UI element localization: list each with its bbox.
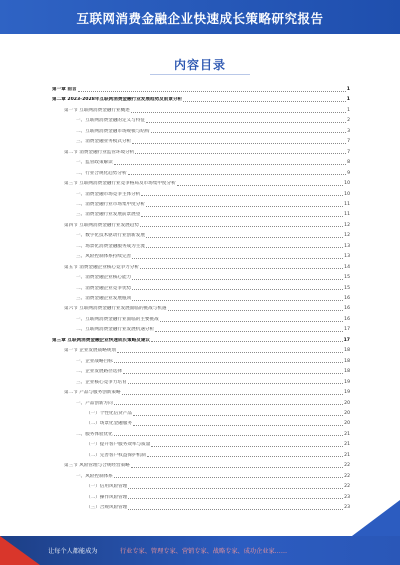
toc-leader-dots — [146, 237, 343, 238]
report-title: 互联网消费金融企业快速成长策略研究报告 — [76, 11, 324, 26]
toc-entry-label: 一、互联网消费金融的定义与特征 — [76, 118, 145, 124]
toc-leader-dots — [140, 268, 343, 269]
toc-entry-label: （二）完善客户权益保护机制 — [86, 452, 146, 458]
toc-page-number: 13 — [344, 254, 350, 260]
toc-entry-label: 第一节 企业发展战略规划 — [64, 348, 116, 354]
toc-page-number: 11 — [344, 201, 350, 207]
toc-entry-label: 二、消费金融行业市场集中度分析 — [76, 201, 145, 207]
toc-page-number: 14 — [344, 264, 350, 270]
toc-leader-dots — [160, 321, 343, 322]
toc-leader-dots — [122, 394, 344, 395]
toc-leader-dots — [168, 310, 344, 311]
toc-entry-row[interactable] — [86, 420, 350, 427]
toc-leader-dots — [132, 143, 346, 144]
toc-leader-dots — [128, 383, 344, 384]
toc-leader-dots — [147, 456, 343, 457]
toc-page-number: 8 — [347, 160, 350, 166]
toc-entry-row[interactable] — [76, 117, 350, 124]
toc-leader-dots — [128, 498, 343, 499]
toc-entry-label: 第一节 互联网消费金融行业概述 — [64, 107, 130, 113]
toc-entry-row[interactable] — [64, 107, 350, 114]
toc-leader-dots — [131, 467, 343, 468]
toc-entry-label: 一、互联网消费金融行业面临的主要挑战 — [76, 316, 159, 322]
toc-entry-label: 第四节 互联网消费金融行业发展趋势 — [64, 222, 139, 228]
toc-leader-dots — [128, 509, 343, 510]
toc-entry-label: 二、企业发展路径选择 — [76, 369, 122, 375]
footer-red-accent — [0, 536, 40, 565]
toc-page-number: 13 — [344, 243, 350, 249]
corner-decoration — [352, 500, 400, 536]
toc-entry-label: 一、风险控制体系 — [76, 473, 113, 479]
toc-leader-dots — [146, 122, 346, 123]
toc-leader-dots — [133, 425, 343, 426]
toc-entry-label: 二、服务体验优化 — [76, 431, 113, 437]
toc-leader-dots — [114, 435, 343, 436]
toc-page-number: 22 — [344, 484, 350, 490]
toc-leader-dots — [132, 258, 343, 259]
toc-entry-label: 三、消费金融企业发展瓶颈 — [76, 296, 132, 301]
toc-page-number: 17 — [344, 327, 350, 333]
toc-entry-label: 一、消费金融企业核心能力 — [76, 275, 132, 281]
toc-leader-dots — [114, 362, 343, 363]
toc-page-number: 21 — [344, 431, 350, 437]
toc-leader-dots — [141, 195, 343, 196]
footer-slogan: 让每个人都能成为 — [48, 548, 98, 555]
toc-page-number: 20 — [344, 400, 350, 406]
toc-page-number: 19 — [344, 390, 350, 396]
toc-leader-dots — [146, 247, 343, 248]
toc-entry-label: 二、行业合规化趋势分析 — [76, 170, 127, 176]
toc-page-number: 16 — [344, 306, 350, 312]
toc-leader-dots — [78, 91, 346, 92]
toc-entry-label: 第三节 互联网消费金融行业竞争格局及市场集中度分析 — [64, 181, 176, 187]
toc-entry-row[interactable] — [76, 379, 350, 386]
toc-entry-row[interactable] — [76, 326, 350, 333]
toc-leader-dots — [151, 132, 347, 133]
toc-entry-label: 第一章 前言 — [52, 87, 77, 92]
toc-entry-row[interactable] — [86, 452, 350, 459]
toc-entry-row[interactable] — [64, 347, 350, 354]
toc-page-number: 10 — [344, 181, 350, 187]
toc-entry-row[interactable] — [76, 285, 350, 292]
toc-entry-row[interactable] — [76, 201, 350, 208]
toc-page-number: 21 — [344, 442, 350, 448]
toc-entry-row[interactable] — [86, 410, 350, 417]
toc-page-number: 10 — [344, 191, 350, 197]
toc-page-number: 21 — [344, 452, 350, 458]
toc-heading: 内容目录 — [173, 58, 226, 72]
toc-entry-label: 一、数字化技术驱动行业创新发展 — [76, 233, 145, 239]
toc-entry-row[interactable] — [76, 253, 350, 260]
toc-leader-dots — [151, 341, 343, 342]
toc-page-number: 16 — [344, 316, 350, 322]
toc-entry-label: 第二节 消费金融行业监管环境分析 — [64, 149, 135, 155]
toc-entry-label: 第五节 消费金融企业核心竞争力分析 — [64, 264, 139, 270]
toc-entry-label: （一）信用风险管理 — [86, 484, 128, 490]
toc-entry-row[interactable] — [64, 389, 350, 396]
toc-entry-label: （三）合规风险管理 — [86, 505, 128, 510]
toc-entry-label: 一、监管政策解读 — [76, 160, 113, 166]
toc-leader-dots — [183, 101, 346, 102]
toc-entry-label: 一、企业战略目标 — [76, 358, 113, 364]
toc-leader-dots — [177, 185, 343, 186]
toc-entry-row[interactable] — [64, 462, 350, 469]
toc-page-number: 18 — [344, 348, 350, 354]
toc-entry-label: 三、消费金融行业发展前景展望 — [76, 212, 141, 218]
footer-roles: 行业专家、管理专家、营销专家、战略专家、成功企业家…… — [120, 548, 288, 555]
toc-page-number: 12 — [344, 233, 350, 239]
toc-entry-label: 二、消费金融企业竞争优势 — [76, 285, 132, 291]
toc-entry-row[interactable] — [76, 400, 350, 407]
toc-entry-row[interactable] — [76, 191, 350, 198]
toc-page-number: 22 — [344, 463, 350, 469]
toc-leader-dots — [140, 226, 343, 227]
toc-leader-dots — [132, 279, 343, 280]
toc-entry-label: 二、场景化消费金融服务成为主流 — [76, 243, 145, 249]
toc-leader-dots — [135, 153, 346, 154]
toc-entry-label: 第三章 互联网消费金融企业快速成长策略及建议 — [52, 337, 151, 343]
toc-page-number: 20 — [344, 421, 350, 427]
toc-chapter-row[interactable] — [52, 337, 350, 344]
toc-entry-row[interactable] — [64, 264, 350, 271]
toc-entry-row[interactable] — [76, 138, 350, 145]
toc-leader-dots — [114, 477, 343, 478]
toc-leader-dots — [133, 415, 343, 416]
toc-entry-label: 三、企业核心竞争力培育 — [76, 379, 127, 385]
toc-page-number: 18 — [344, 358, 350, 364]
toc-entry-row[interactable] — [76, 170, 350, 177]
toc-entry-row[interactable] — [76, 295, 350, 302]
toc-page-number: 23 — [344, 494, 350, 500]
toc-leader-dots — [132, 300, 343, 301]
toc-leader-dots — [128, 488, 343, 489]
toc-entry-label: 二、互联网消费金融市场规模与结构 — [76, 128, 150, 134]
toc-leader-dots — [117, 352, 343, 353]
toc-entry-row[interactable] — [76, 159, 350, 166]
toc-entry-label: 第二节 产品与服务创新策略 — [64, 390, 121, 396]
toc-entry-label: （二）场景化金融服务 — [86, 421, 132, 427]
toc-page-number: 1 — [346, 87, 350, 92]
toc-leader-dots — [132, 289, 343, 290]
toc-entry-row[interactable] — [76, 358, 350, 365]
toc-entry-row[interactable] — [86, 504, 350, 511]
toc-page-number: 9 — [347, 170, 350, 176]
toc-page-number: 2 — [347, 118, 350, 124]
toc-entry-label: 三、风险控制体系持续完善 — [76, 254, 132, 260]
toc-entry-row[interactable] — [76, 274, 350, 281]
toc-entry-row[interactable] — [76, 128, 350, 135]
toc-entry-label: 第三节 风险管理与合规经营策略 — [64, 463, 130, 469]
toc-page-number: 1 — [347, 107, 350, 113]
toc-leader-dots — [146, 206, 343, 207]
toc-entry-row[interactable] — [86, 494, 350, 501]
toc-page-number: 19 — [344, 379, 350, 385]
toc-page-number: 16 — [344, 296, 350, 301]
toc-page-number: 1 — [346, 97, 350, 103]
toc-leader-dots — [141, 216, 343, 217]
toc-leader-dots — [114, 164, 346, 165]
toc-page-number: 23 — [344, 505, 350, 510]
toc-entry-row[interactable] — [76, 473, 350, 480]
toc-entry-row[interactable] — [64, 305, 350, 312]
heading-divider — [150, 74, 250, 75]
toc-page-number: 15 — [344, 285, 350, 291]
toc-entry-row[interactable] — [64, 149, 350, 156]
toc-chapter-row[interactable] — [52, 96, 350, 103]
toc-page-number: 11 — [344, 212, 350, 218]
toc-entry-label: 三、消费金融业务模式分析 — [76, 139, 132, 145]
toc-entry-row[interactable] — [76, 211, 350, 218]
toc-entry-label: （一）提升客户服务效率与质量 — [86, 442, 151, 448]
toc-leader-dots — [123, 373, 343, 374]
toc-page-number: 20 — [344, 410, 350, 416]
toc-leader-dots — [151, 446, 343, 447]
toc-entry-label: （一）个性化信贷产品 — [86, 410, 132, 416]
toc-entry-row[interactable] — [76, 431, 350, 438]
toc-entry-row[interactable] — [64, 222, 350, 229]
toc-page-number: 18 — [344, 369, 350, 375]
toc-entry-row[interactable] — [86, 483, 350, 490]
toc-page-number: 15 — [344, 275, 350, 281]
toc-entry-label: 第六节 互联网消费金融行业发展面临的挑战与机遇 — [64, 306, 167, 312]
toc-entry-row[interactable] — [76, 368, 350, 375]
toc-entry-row[interactable] — [86, 441, 350, 448]
toc-page-number: 3 — [347, 128, 350, 134]
toc-chapter-row[interactable] — [52, 86, 350, 93]
toc-entry-label: （二）操作风险管理 — [86, 494, 128, 500]
toc-page-number: 17 — [343, 337, 350, 343]
toc-entry-label: 一、消费金融市场竞争主体分析 — [76, 191, 141, 197]
toc-leader-dots — [128, 174, 347, 175]
toc-leader-dots — [155, 331, 343, 332]
toc-page-number: 12 — [344, 222, 350, 228]
page-footer — [0, 536, 400, 565]
toc-entry-row[interactable] — [64, 180, 350, 187]
page-header — [0, 0, 400, 34]
toc-entry-label: 第二章 2023-2028年互联网消费金融行业发展趋势及前景分析 — [52, 97, 183, 103]
toc-entry-row[interactable] — [76, 232, 350, 239]
toc-entry-label: 二、互联网消费金融行业发展机遇分析 — [76, 327, 155, 333]
toc-entry-label: 一、产品创新方向 — [76, 400, 113, 406]
toc-page-number: 7 — [347, 139, 350, 145]
toc-page-number: 7 — [347, 149, 350, 155]
toc-entry-row[interactable] — [76, 316, 350, 323]
toc-leader-dots — [131, 112, 346, 113]
toc-page-number: 22 — [344, 473, 350, 479]
toc-entry-row[interactable] — [76, 243, 350, 250]
toc-leader-dots — [114, 404, 343, 405]
